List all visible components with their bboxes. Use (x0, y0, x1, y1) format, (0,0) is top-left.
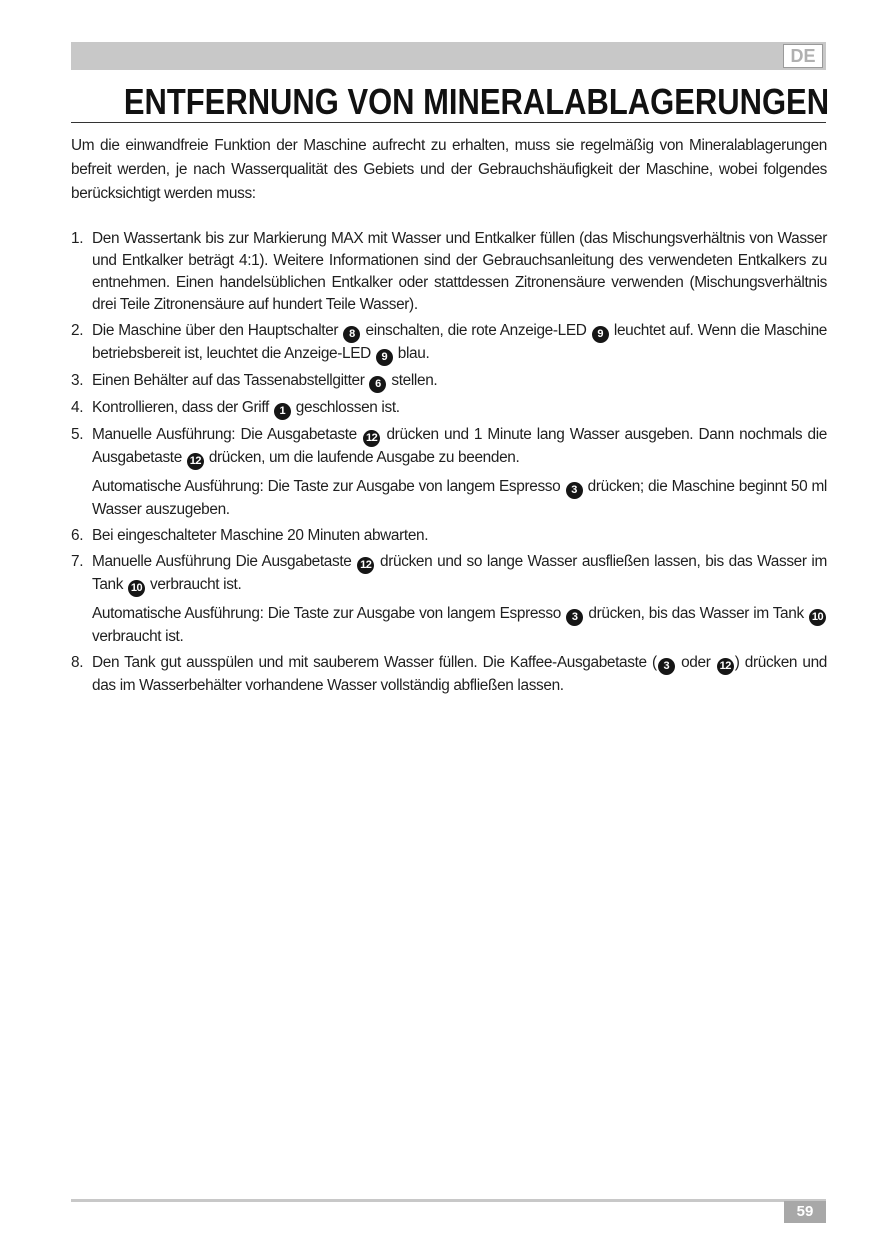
step-text: Die Maschine über den Hauptschalter (92, 322, 339, 339)
step-text: drücken und 1 Minute lang Wasser ausgeben. Dann nochmals die Ausgabetaste (92, 426, 827, 466)
step-text: Manuelle Ausführung Die Ausgabetaste (92, 553, 352, 570)
ref-number-icon: 3 (566, 482, 583, 499)
step-number: 1. (71, 230, 84, 247)
ref-number-icon: 12 (357, 557, 374, 574)
ref-number-icon: 10 (128, 580, 145, 597)
step-text: leuchtet auf. Wenn die Maschine betriebsbereit ist, leuchtet die Anzeige-LED (92, 322, 828, 362)
step-text: Automatische Ausführung: Die Taste zur Ausgabe von langem Espresso (92, 478, 561, 495)
step-number: 8. (71, 654, 84, 671)
step-number: 2. (71, 322, 84, 339)
step-text: Automatische Ausführung: Die Taste zur Ausgabe von langem Espresso (92, 605, 561, 622)
ref-number-icon: 10 (809, 609, 826, 626)
step-text: Manuelle Ausführung: Die Ausgabetaste (92, 426, 357, 443)
step-number: 3. (71, 372, 84, 389)
step-6 (71, 525, 827, 547)
ref-number-icon: 9 (592, 326, 609, 343)
ref-number-icon: 3 (566, 609, 583, 626)
page-number: 59 (784, 1201, 826, 1223)
footer-rule (71, 1199, 826, 1202)
step-number: 6. (71, 527, 84, 544)
ref-number-icon: 6 (369, 376, 386, 393)
ref-number-icon: 1 (274, 403, 291, 420)
step-5 (71, 424, 827, 521)
step-text: Bei eingeschalteter Maschine 20 Minuten abwarten. (92, 527, 429, 544)
step-text: Den Wassertank bis zur Markierung MAX mit Wasser und Entkalker füllen (das Mischungsverhältnis von Wasser und Entkalker beträgt 4:1). Weitere Informationen sind der Gebrauchsanleitung des verwendeten Entkalkers zu entnehmen. Einen handelsüblichen Entkalker oder stattdessen Zitronensäure verwenden (Mischungsverhältnis drei Teile Zitronensäure auf hundert Teile Wasser). (92, 230, 827, 313)
step-2 (71, 320, 827, 366)
language-badge: DE (783, 44, 823, 68)
ref-number-icon: 8 (343, 326, 360, 343)
steps-list (71, 228, 827, 697)
step-1 (71, 228, 827, 316)
step-text: ) drücken und das im Wasserbehälter vorhandene Wasser vollständig abfließen lassen. (92, 654, 828, 694)
step-subparagraph (92, 476, 827, 521)
step-text: geschlossen ist. (295, 399, 400, 416)
header-bar (71, 42, 826, 70)
step-text: verbraucht ist. (92, 628, 184, 645)
ref-number-icon: 9 (376, 349, 393, 366)
step-text: einschalten, die rote Anzeige-LED (365, 322, 587, 339)
step-number: 5. (71, 426, 84, 443)
ref-number-icon: 12 (187, 453, 204, 470)
step-number: 4. (71, 399, 84, 416)
main-content (71, 134, 827, 701)
step-text: Den Tank gut ausspülen und mit sauberem Wasser füllen. Die Kaffee-Ausgabetaste ( (92, 654, 657, 671)
page-title: ENTFERNUNG VON MINERALABLAGERUNGEN (123, 81, 830, 122)
step-8 (71, 652, 827, 697)
step-text: drücken; die Maschine beginnt 50 ml Wasser auszugeben. (92, 478, 827, 518)
step-text: Einen Behälter auf das Tassenabstellgitter (92, 372, 365, 389)
step-text: drücken und so lange Wasser ausfließen lassen, bis das Wasser im Tank (92, 553, 827, 593)
step-text: drücken, um die laufende Ausgabe zu beenden. (208, 449, 520, 466)
ref-number-icon: 3 (658, 658, 675, 675)
ref-number-icon: 12 (363, 430, 380, 447)
step-7 (71, 551, 827, 648)
step-text: stellen. (391, 372, 438, 389)
step-text: Kontrollieren, dass der Griff (92, 399, 269, 416)
step-text: oder (681, 654, 711, 671)
ref-number-icon: 12 (717, 658, 734, 675)
intro-paragraph: Um die einwandfreie Funktion der Maschine aufrecht zu erhalten, muss sie regelmäßig von Mineralablagerungen befreit werden, je nach Wasserqualität des Gebiets und der Gebrauchshäufigkeit der Maschine, wobei folgendes berücksichtigt werden muss: (71, 137, 827, 202)
step-text: blau. (397, 345, 430, 362)
step-text: verbraucht ist. (149, 576, 242, 593)
step-number: 7. (71, 553, 84, 570)
title-underline (71, 122, 826, 123)
step-4 (71, 397, 827, 420)
step-text: drücken, bis das Wasser im Tank (588, 605, 804, 622)
step-subparagraph (92, 603, 827, 648)
step-3 (71, 370, 827, 393)
